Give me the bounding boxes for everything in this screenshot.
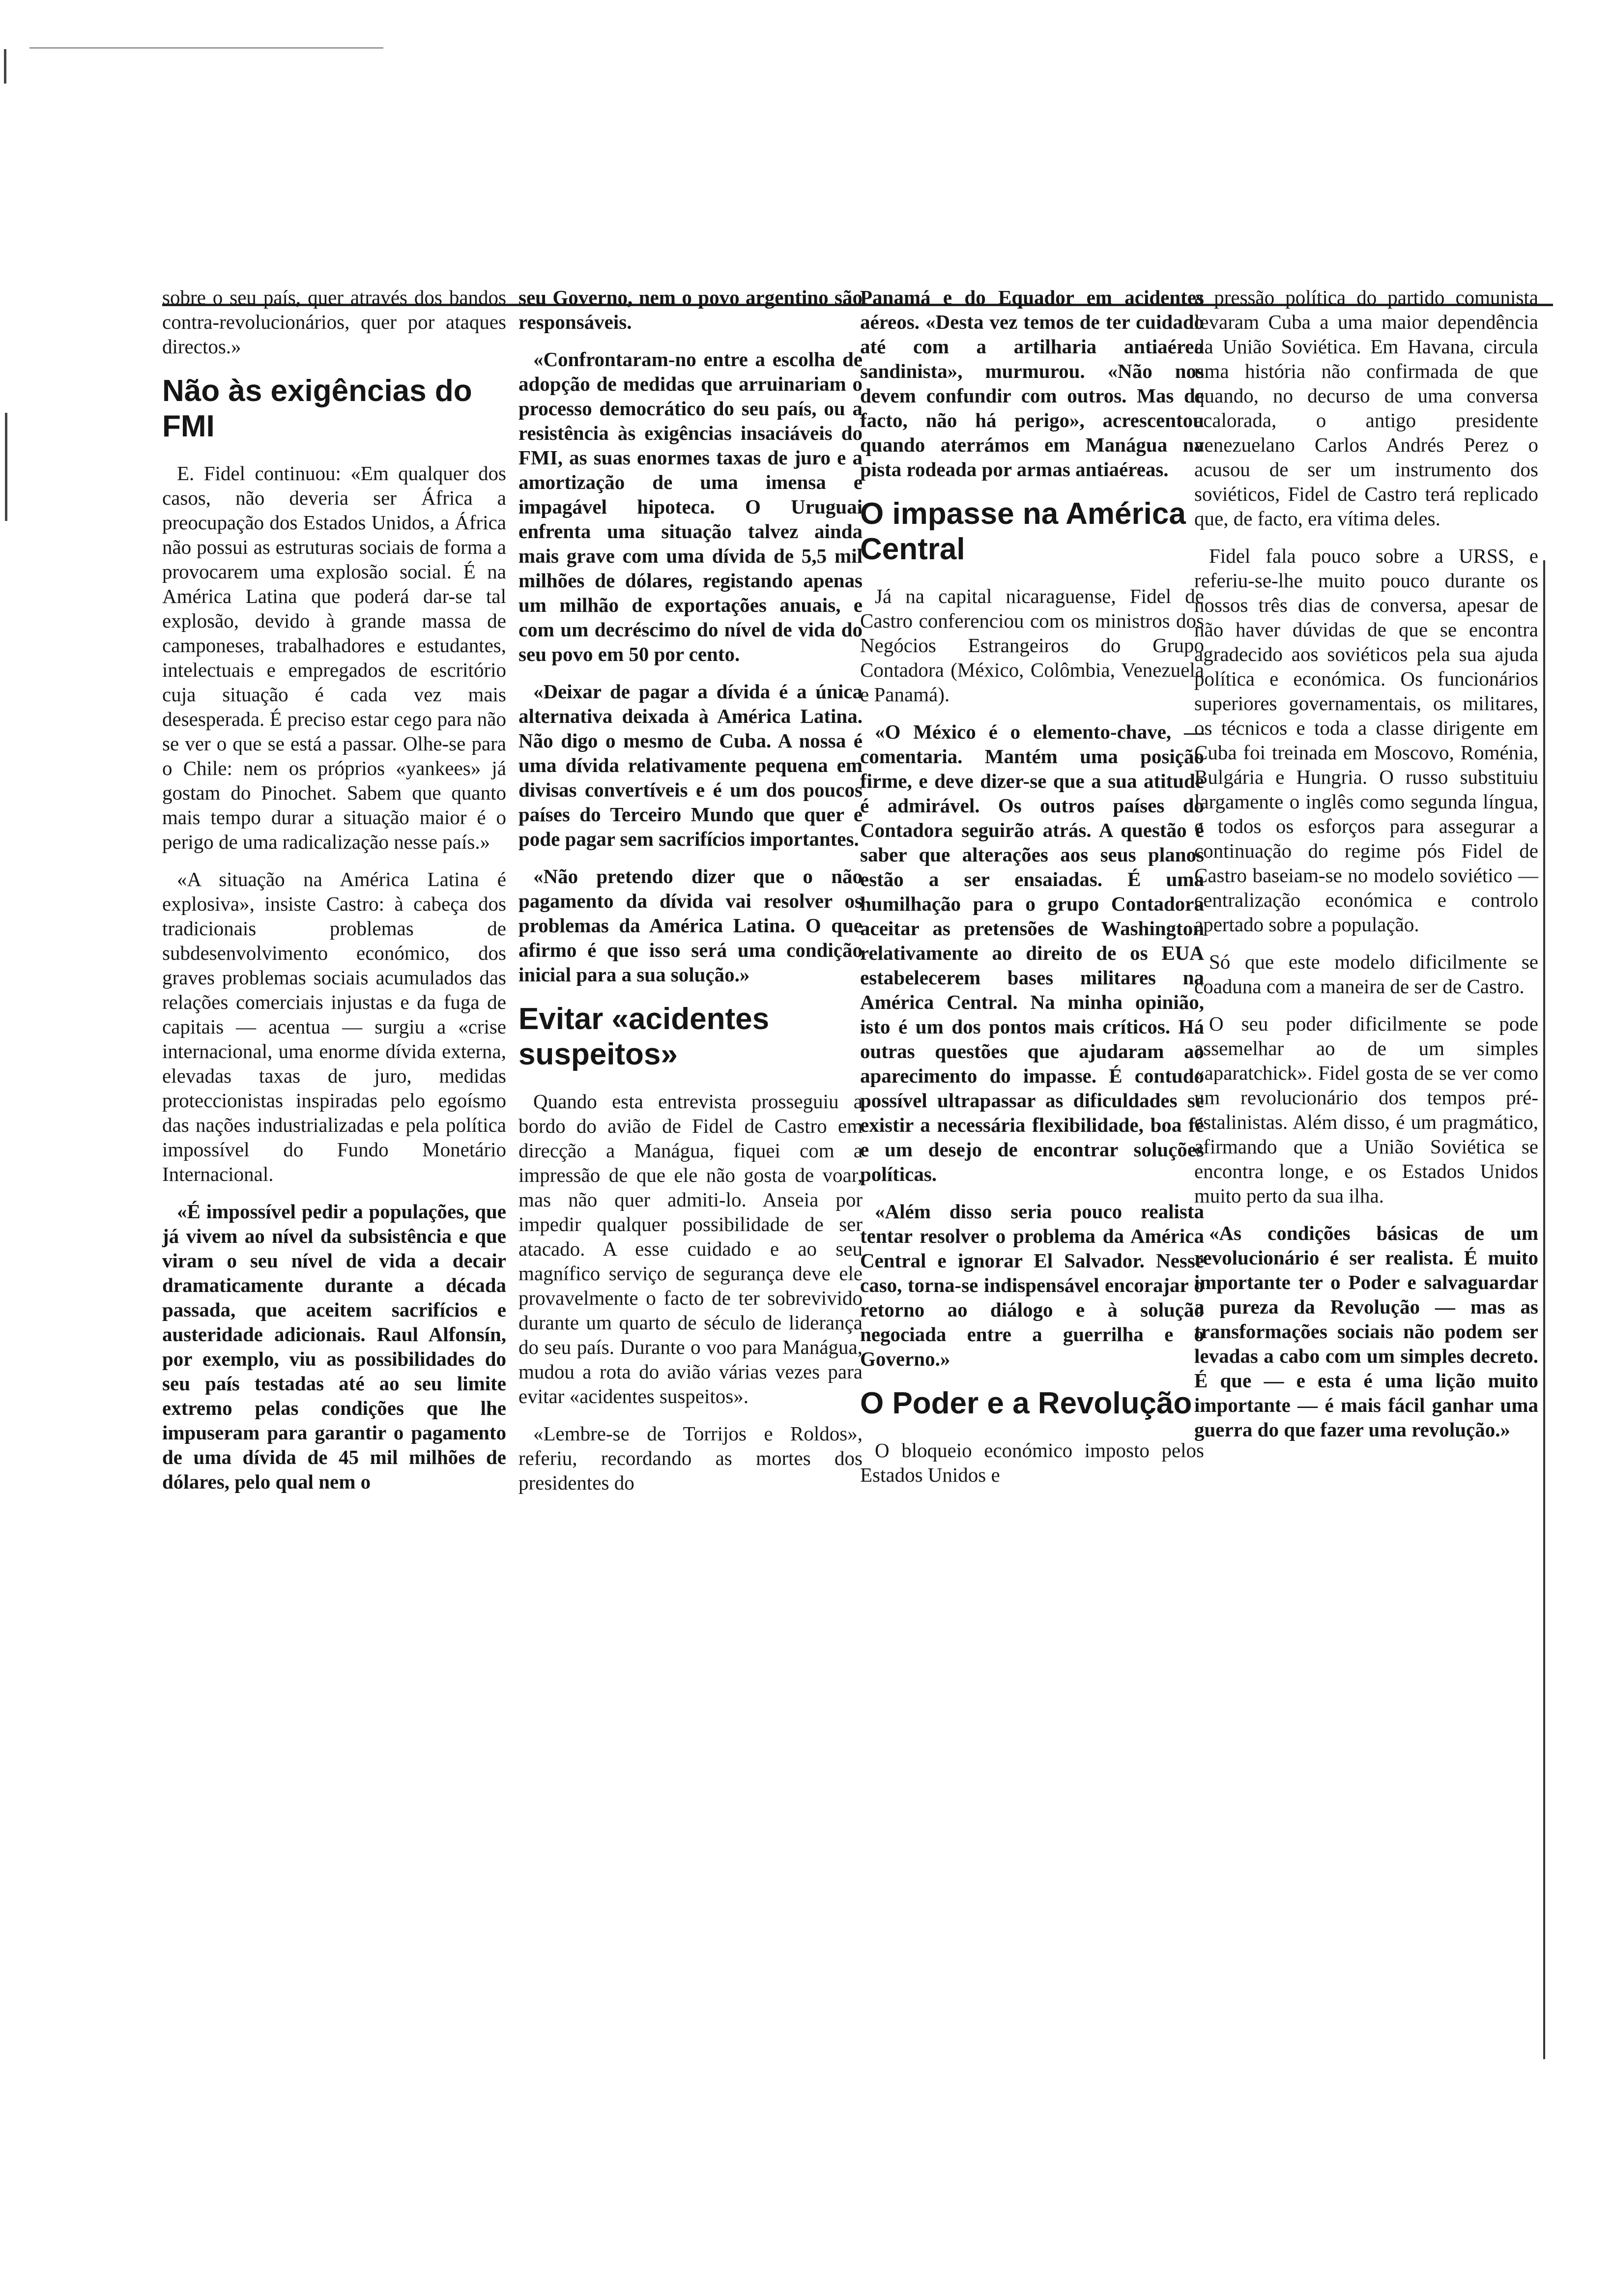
paragraph: «Não pretendo dizer que o não pagamento da dívida vai resolver os problemas da América Latina. O que afirmo é que isso será uma condição inicial para a sua solução.»: [518, 865, 863, 986]
column-3: [860, 285, 1204, 1500]
column-4: [1194, 285, 1538, 1455]
right-rule: [1543, 560, 1545, 2059]
paragraph: Panamá e do Equador em acidentes aéreos. «Desta vez temos de ter cuidado até com a artilharia antiaérea sandinista», murmurou. «Não nos devem confundir com outros. Mas de facto, não há perigo», acrescentou quando aterrámos em Manágua na pista rodeada por armas antiaéreas.: [860, 286, 1204, 481]
column-2: [518, 285, 863, 1508]
section-heading: O Poder e a Revolução: [860, 1386, 1192, 1420]
paragraph: O seu poder dificilmente se pode assemelhar ao de um simples «aparatchick». Fidel gosta de se ver como um revolucionário dos tempos pré-estalinistas. Além disso, é um pragmático, afirmando que a União Soviética se encontra longe, e os Estados Unidos muito perto da sua ilha.: [1194, 1012, 1538, 1207]
column-1: [162, 285, 506, 1507]
paragraph: Fidel fala pouco sobre a URSS, e referiu-se-lhe muito pouco durante os nossos três dias de conversa, apesar de não haver dúvidas de que se encontra agradecido aos soviéticos pela sua ajuda política e económica. Os funcionários superiores governamentais, os militares, os técnicos e toda a classe dirigente em Cuba foi treinada em Moscovo, Roménia, Bulgária e Hungria. O russo substituiu largamente o inglês como segunda língua, e todos os esforços para assegurar a continuação do regime pós Fidel de Castro baseiam-se no modelo soviético — centralização económica e controlo apertado sobre a população.: [1194, 545, 1538, 936]
scan-edge-mark: [4, 49, 6, 84]
paragraph: sobre o seu país, quer através dos bandos contra-revolucionários, quer por ataques directos.»: [162, 286, 506, 358]
paragraph: seu Governo, nem o povo argentino são responsáveis.: [518, 286, 863, 333]
paragraph: «As condições básicas de um revolucionário é ser realista. É muito importante ter o Poder e salvaguardar a pureza da Revolução — mas as transformações sociais não podem ser levadas a cabo com um simples decreto. É que — e esta é uma lição muito importante — é mais fácil ganhar uma guerra do que fazer uma revolução.»: [1194, 1222, 1538, 1441]
section-heading: Não às exigências do FMI: [162, 374, 472, 443]
paragraph: «É impossível pedir a populações, que já vivem ao nível da subsistência e que viram o seu nível de vida a decair dramaticamente durante a década passada, que aceitem sacrifícios e austeridade adicionais. Raul Alfonsín, por exemplo, viu as possibilidades do seu país testadas até ao seu limite extremo pelas condições que lhe impuseram para garantir o pagamento de uma dívida de 45 mil milhões de dólares, pelo qual nem o: [162, 1200, 506, 1493]
paragraph: «A situação na América Latina é explosiva», insiste Castro: à cabeça dos tradicionais problemas de subdesenvolvimento económico, dos graves problemas sociais acumulados das relações comerciais injustas e da fuga de capitais — acentua — surgiu a «crise internacional, uma enorme dívida externa, elevadas taxas de juro, medidas proteccionistas inspiradas pelo egoísmo das nações industrializadas e pela política impossível do Fundo Monetário Internacional.: [162, 868, 506, 1185]
section-heading: O impasse na América Central: [860, 497, 1186, 566]
scan-edge-mark: [5, 413, 7, 521]
paragraph: Quando esta entrevista prosseguiu a bordo do avião de Fidel de Castro em direcção a Manágua, fiquei com a impressão de que ele não gosta de voar, mas não quer admiti-lo. Anseia por impedir qualquer possibilidade de ser atacado. A esse cuidado e ao seu magnífico serviço de segurança deve ele provavelmente o facto de ter sobrevivido durante um quarto de século de liderança do seu país. Durante o voo para Manágua, mudou a rota do avião várias vezes para evitar «acidentes suspeitos».: [518, 1090, 863, 1407]
newspaper-clipping: [162, 265, 1553, 2079]
paragraph: «O México é o elemento-chave, — comentaria. Mantém uma posição firme, e deve dizer-se que a sua atitude é admirável. Os outros países do Contadora seguirão atrás. A questão é saber que alterações aos seus planos estão a ser ensaiadas. É uma humilhação para o grupo Contadora aceitar as pretensões de Washington relativamente ao direito de os EUA estabelecerem bases militares na América Central. Na minha opinião, isto é um dos pontos mais críticos. Há outras questões que ajudaram ao aparecimento do impasse. É contudo possível ultrapassar as dificuldades se existir a necessária flexibilidade, boa fé e um desejo de encontrar soluções políticas.: [860, 720, 1204, 1185]
section-heading: Evitar «acidentes suspeitos»: [518, 1002, 770, 1071]
scan-edge-mark: [29, 47, 383, 49]
paragraph: «Deixar de pagar a dívida é a única alternativa deixada à América Latina. Não digo o mesmo de Cuba. A nossa é uma dívida relativamente pequena em divisas convertíveis e é um dos poucos países do Terceiro Mundo que quer e pode pagar sem sacrifícios importantes.: [518, 680, 863, 850]
paragraph: a pressão política do partido comunista levaram Cuba a uma maior dependência da União Soviética. Em Havana, circula uma história não confirmada de que quando, no decurso de uma conversa acalorada, o antigo presidente venezuelano Carlos Andrés Perez o acusou de ser um instrumento dos soviéticos, Fidel de Castro terá replicado que, de facto, era vítima deles.: [1194, 286, 1538, 530]
paragraph: «Além disso seria pouco realista tentar resolver o problema da América Central e ignorar El Salvador. Nesse caso, torna-se indispensável encorajar o retorno ao diálogo e à solução negociada entre a guerrilha e o Governo.»: [860, 1200, 1204, 1370]
paragraph: Só que este modelo dificilmente se coaduna com a maneira de ser de Castro.: [1194, 950, 1538, 998]
paragraph: E. Fidel continuou: «Em qualquer dos casos, não deveria ser África a preocupação dos Estados Unidos, a África não possui as estruturas sociais de forma a provocarem uma explosão social. É na América Latina que poderá dar-se tal explosão, devido à grande massa de camponeses, trabalhadores e estudantes, intelectuais e empregados de escritório cuja situação é cada vez mais desesperada. É preciso estar cego para não se ver o que se está a passar. Olhe-se para o Chile: nem os próprios «yankees» já gostam do Pinochet. Sabem que quanto mais tempo durar a situação maior é o perigo de uma radicalização nesse país.»: [162, 462, 506, 853]
paragraph: «Confrontaram-no entre a escolha de adopção de medidas que arruinariam o processo democrático do seu país, ou a resistência às exigências insaciáveis do FMI, as suas enormes taxas de juro e a amortização de uma imensa e impagável hipoteca. O Uruguai enfrenta uma situação talvez ainda mais grave com uma dívida de 5,5 mil milhões de dólares, registando apenas um milhão de exportações anuais, e com um decréscimo do nível de vida do seu povo em 50 por cento.: [518, 348, 863, 665]
paragraph: O bloqueio económico imposto pelos Estados Unidos e: [860, 1439, 1204, 1486]
paragraph: «Lembre-se de Torrijos e Roldos», referiu, recordando as mortes dos presidentes do: [518, 1422, 863, 1494]
paragraph: Já na capital nicaraguense, Fidel de Castro conferenciou com os ministros dos Negócios Estrangeiros do Grupo Contadora (México, Colômbia, Venezuela e Panamá).: [860, 585, 1204, 706]
